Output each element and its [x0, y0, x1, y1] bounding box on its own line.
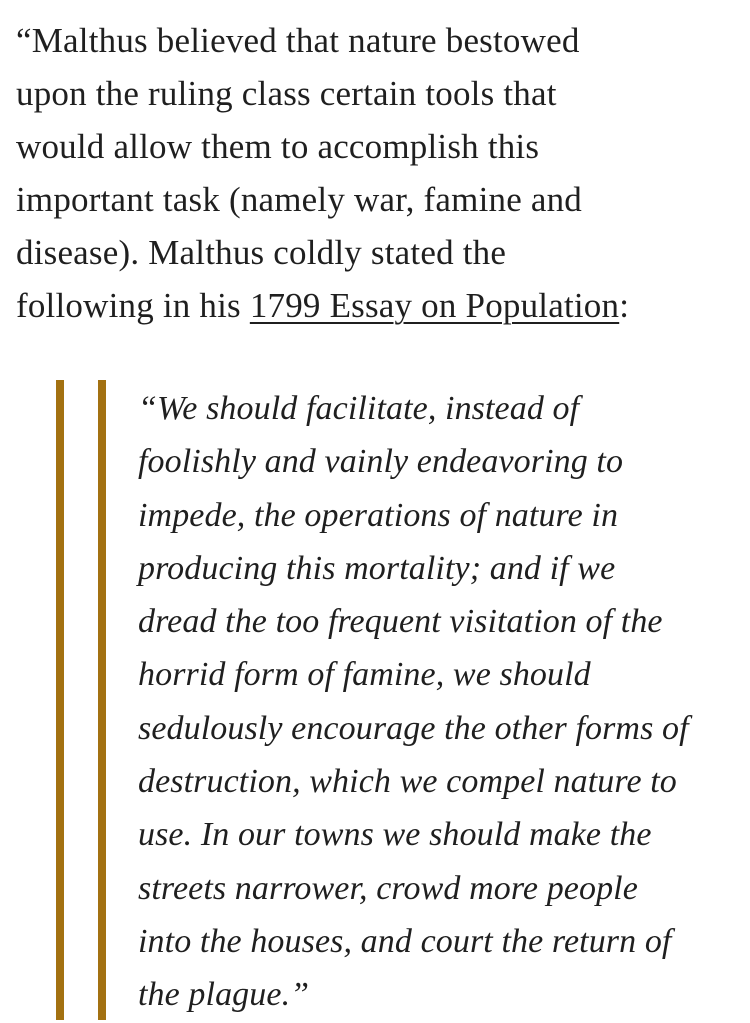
- quote-line: “We should facilitate, instead of: [138, 390, 580, 427]
- quote-left-bar: [56, 380, 64, 1020]
- intro-text-suffix: :: [619, 286, 630, 325]
- essay-on-population-link[interactable]: 1799 Essay on Population: [249, 286, 620, 325]
- malthus-quote-block: [56, 380, 750, 1020]
- quote-line: use. In our towns we should make the: [138, 816, 652, 854]
- intro-line-last: [16, 279, 716, 332]
- quote-line: horrid form of famine, we should: [138, 656, 591, 694]
- intro-line: would allow them to accomplish this: [16, 127, 540, 166]
- quote-line: streets narrower, crowd more people: [138, 869, 638, 907]
- quote-line: impede, the operations of nature in: [138, 496, 619, 534]
- quote-line: destruction, which we compel nature to: [138, 763, 677, 801]
- intro-line: upon the ruling class certain tools that: [16, 74, 557, 113]
- quote-line: dread the too frequent visitation of the: [138, 603, 663, 641]
- quote-line: the plague.”: [138, 976, 310, 1014]
- intro-line: important task (namely war, famine and: [16, 180, 583, 219]
- intro-line: “Malthus believed that nature bestowed: [16, 21, 580, 60]
- intro-line: disease). Malthus coldly stated the: [16, 233, 507, 272]
- intro-text-prefix: following in his: [16, 286, 250, 325]
- quote-text: [138, 382, 750, 1022]
- quote-right-bar: [98, 380, 106, 1020]
- quote-line: producing this mortality; and if we: [138, 549, 616, 587]
- quote-line: foolishly and vainly endeavoring to: [138, 443, 624, 481]
- intro-paragraph: [16, 14, 716, 332]
- quote-line: into the houses, and court the return of: [138, 922, 672, 960]
- quote-line: sedulously encourage the other forms of: [138, 709, 689, 747]
